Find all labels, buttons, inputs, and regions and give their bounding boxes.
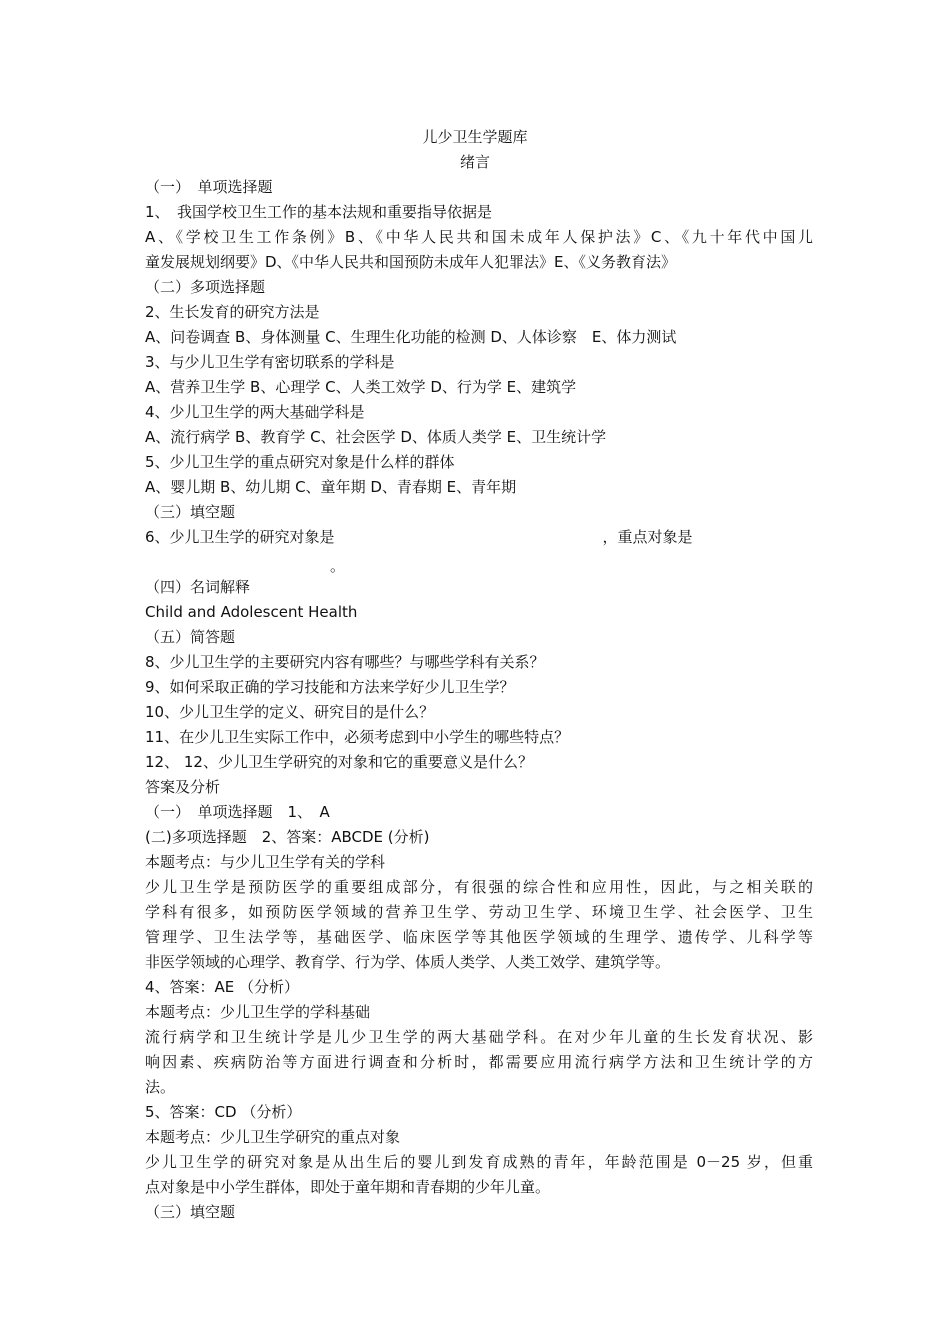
question-10: 10、少儿卫生学的定义、研究目的是什么？ [145, 703, 435, 721]
short-answer-heading: （五）简答题 [145, 628, 236, 646]
fill-blank-heading: （三）填空题 [145, 503, 236, 521]
answer-2-analysis-line-4: 非医学领域的心理学、教育学、行为学、体质人类学、人类工效学、建筑学等。 [145, 953, 671, 971]
question-9: 9、如何采取正确的学习技能和方法来学好少儿卫生学？ [145, 678, 515, 696]
single-choice-heading: （一） 单项选择题 [145, 178, 273, 196]
answer-2: (二)多项选择题 2、答案：ABCDE (分析) [145, 828, 430, 846]
answer-4-analysis-line-1: 流行病学和卫生统计学是儿少卫生学的两大基础学科。在对少年儿童的生长发育状况、影 [145, 1028, 813, 1046]
answer-fill-blank-heading: （三）填空题 [145, 1203, 236, 1221]
question-8: 8、少儿卫生学的主要研究内容有哪些？与哪些学科有关系？ [145, 653, 545, 671]
answer-5-analysis-line-1: 少儿卫生学的研究对象是从出生后的婴儿到发育成熟的青年，年龄范围是 0－25 岁，但重 [145, 1153, 813, 1171]
question-1-options-line-2: 童发展规划纲要》D、《中华人民共和国预防未成年人犯罪法》E、《义务教育法》 [145, 253, 677, 271]
question-6-part-1: 6、少儿卫生学的研究对象是 [145, 528, 335, 546]
answer-2-analysis-line-3: 管理学、卫生法学等，基础医学、临床医学等其他医学领域的生理学、遗传学、儿科学等 [145, 928, 813, 946]
question-6 [145, 525, 813, 550]
question-3-options: A、营养卫生学 B、心理学 C、人类工效学 D、行为学 E、建筑学 [145, 378, 577, 396]
question-6-end: 。 [330, 557, 346, 575]
answer-4-analysis-line-2: 响因素、疾病防治等方面进行调查和分析时，都需要应用流行病学方法和卫生统计学的方 [145, 1053, 813, 1071]
answer-2-point: 本题考点：与少儿卫生学有关的学科 [145, 853, 386, 871]
answers-heading: 答案及分析 [145, 778, 221, 796]
question-6-part-2: ，重点对象是 [602, 528, 693, 546]
answer-4-analysis-line-3: 法。 [145, 1078, 176, 1096]
question-5: 5、少儿卫生学的重点研究对象是什么样的群体 [145, 453, 455, 471]
question-7-term: Child and Adolescent Health [145, 603, 358, 621]
answer-4: 4、答案：AE （分析） [145, 978, 300, 996]
question-2-options: A、问卷调查 B、身体测量 C、生理生化功能的检测 D、人体诊察 E、体力测试 [145, 328, 677, 346]
answer-4-point: 本题考点：少儿卫生学的学科基础 [145, 1003, 371, 1021]
multiple-choice-heading: （二）多项选择题 [145, 278, 266, 296]
question-5-options: A、婴儿期 B、幼儿期 C、童年期 D、青春期 E、青年期 [145, 478, 517, 496]
question-3: 3、与少儿卫生学有密切联系的学科是 [145, 353, 395, 371]
question-1: 1、 我国学校卫生工作的基本法规和重要指导依据是 [145, 203, 493, 221]
question-12: 12、 12、少儿卫生学研究的对象和它的重要意义是什么？ [145, 753, 533, 771]
answer-5: 5、答案：CD （分析） [145, 1103, 302, 1121]
question-2: 2、生长发育的研究方法是 [145, 303, 320, 321]
answer-1: （一） 单项选择题 1、 A [145, 803, 330, 821]
term-heading: （四）名词解释 [145, 578, 251, 596]
section-title: 绪言 [459, 153, 490, 171]
question-11: 11、在少儿卫生实际工作中，必须考虑到中小学生的哪些特点？ [145, 728, 570, 746]
answer-5-analysis-line-2: 点对象是中小学生群体，即处于童年期和青春期的少年儿童。 [145, 1178, 551, 1196]
question-4-options: A、流行病学 B、教育学 C、社会医学 D、体质人类学 E、卫生统计学 [145, 428, 607, 446]
question-4: 4、少儿卫生学的两大基础学科是 [145, 403, 365, 421]
answer-2-analysis-line-1: 少儿卫生学是预防医学的重要组成部分，有很强的综合性和应用性，因此，与之相关联的 [145, 878, 813, 896]
document-title: 儿少卫生学题库 [422, 128, 528, 146]
question-1-options-line-1: A、《学校卫生工作条例》B、《中华人民共和国未成年人保护法》C、《九十年代中国儿 [145, 228, 813, 246]
answer-2-analysis-line-2: 学科有很多，如预防医学领域的营养卫生学、劳动卫生学、环境卫生学、社会医学、卫生 [145, 903, 813, 921]
answer-5-point: 本题考点：少儿卫生学研究的重点对象 [145, 1128, 401, 1146]
